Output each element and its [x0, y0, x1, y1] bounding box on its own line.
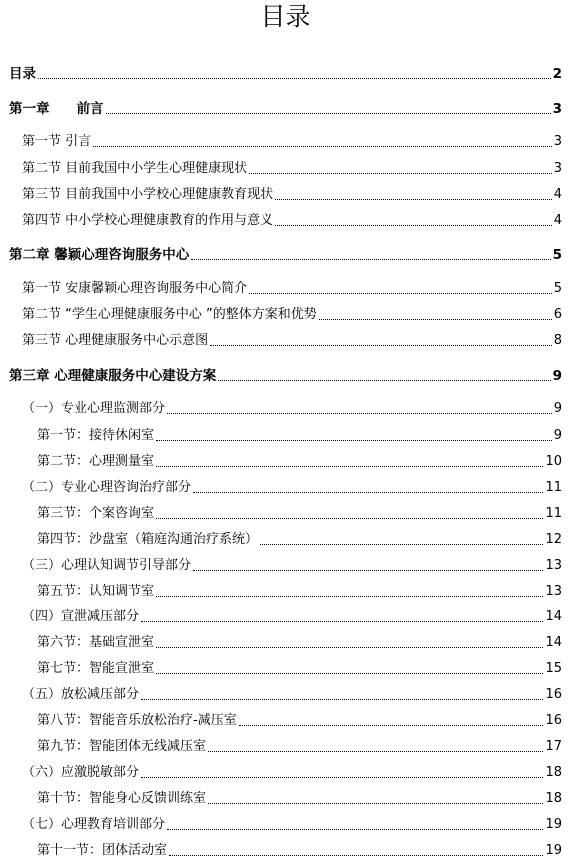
- toc-entry-label: 第二节 目前我国中小学生心理健康现状: [22, 161, 248, 176]
- toc-entry[interactable]: [22, 399, 562, 419]
- dot-leader: [141, 763, 543, 778]
- toc-entry-label: 第一章 前言: [9, 101, 104, 117]
- toc-entry[interactable]: [22, 685, 562, 705]
- dot-leader: [275, 211, 552, 226]
- dot-leader: [249, 159, 552, 174]
- dot-leader: [239, 711, 544, 726]
- dot-leader: [319, 305, 552, 320]
- dot-leader: [156, 582, 543, 597]
- toc-entry[interactable]: [22, 185, 562, 205]
- toc-entry-label: 第一节 安康馨颖心理咨询服务中心简介: [22, 281, 248, 296]
- toc-entry-label: （四）宣泄减压部分: [22, 609, 140, 624]
- toc-entry-page: 18: [545, 765, 562, 780]
- toc-entry-page: 16: [545, 687, 562, 702]
- toc-entry[interactable]: [22, 478, 562, 498]
- toc-entry[interactable]: [9, 245, 562, 265]
- dot-leader: [191, 245, 550, 260]
- toc-entry-page: 8: [553, 333, 562, 348]
- toc-entry-label: 第五节：认知调节室: [37, 584, 155, 599]
- dot-leader: [141, 685, 543, 700]
- toc-entry[interactable]: [22, 815, 562, 835]
- toc-entry-page: 11: [545, 506, 562, 521]
- dot-leader: [141, 607, 543, 622]
- toc-entry-page: 16: [545, 713, 562, 728]
- toc-entry-page: 12: [545, 532, 562, 547]
- toc-entry-label: 第四节 中小学校心理健康教育的作用与意义: [22, 213, 274, 228]
- toc-entry-page: 19: [545, 817, 562, 832]
- toc-entry-label: （五）放松减压部分: [22, 687, 140, 702]
- toc-entry-page: 3: [553, 161, 562, 176]
- toc-entry-label: 第九节：智能团体无线减压室: [37, 739, 207, 754]
- toc-entry[interactable]: [22, 556, 562, 576]
- toc-entry-page: 13: [545, 584, 562, 599]
- toc-entry-page: 9: [552, 368, 562, 384]
- toc-entry-label: 第六节：基础宣泄室: [37, 635, 155, 650]
- toc-entry[interactable]: [37, 659, 562, 679]
- toc-entry[interactable]: [37, 737, 562, 757]
- dot-leader: [156, 504, 543, 519]
- toc-entry[interactable]: [22, 132, 562, 152]
- toc-entry[interactable]: [9, 99, 562, 119]
- toc-entry-page: 14: [545, 609, 562, 624]
- toc-entry-page: 4: [553, 187, 562, 202]
- toc-entry-page: 5: [552, 247, 562, 263]
- toc-entry[interactable]: [22, 305, 562, 325]
- toc-entry-label: 第七节：智能宣泄室: [37, 661, 155, 676]
- dot-leader: [275, 185, 552, 200]
- toc-entry-page: 19: [545, 843, 562, 858]
- dot-leader: [156, 633, 543, 648]
- toc-entry-label: 第二章 馨颖心理咨询服务中心: [9, 247, 190, 263]
- toc-entry[interactable]: [22, 159, 562, 179]
- toc-entry-page: 2: [552, 66, 562, 82]
- toc-entry[interactable]: [22, 607, 562, 627]
- page-title: 目录: [260, 2, 311, 31]
- toc-entry-page: 10: [545, 454, 562, 469]
- toc-entry-label: 目录: [9, 66, 36, 82]
- toc-entry-label: 第一节：接待休闲室: [37, 428, 155, 443]
- dot-leader: [38, 64, 551, 79]
- toc-entry-page: 5: [553, 281, 562, 296]
- toc-entry[interactable]: [9, 366, 562, 386]
- toc-entry[interactable]: [37, 426, 562, 446]
- toc-entry-page: 3: [552, 101, 562, 117]
- dot-leader: [260, 530, 543, 545]
- dot-leader: [169, 841, 543, 856]
- dot-leader: [210, 331, 552, 346]
- toc-entry[interactable]: [37, 452, 562, 472]
- toc-entry[interactable]: [37, 582, 562, 602]
- toc-entry-label: 第十一节：团体活动室: [37, 843, 168, 858]
- toc-entry[interactable]: [22, 763, 562, 783]
- toc-entry[interactable]: [37, 841, 562, 861]
- toc-entry[interactable]: [37, 633, 562, 653]
- dot-leader: [208, 737, 543, 752]
- toc-entry-page: 17: [545, 739, 562, 754]
- toc-entry[interactable]: [37, 711, 562, 731]
- dot-leader: [167, 399, 552, 414]
- toc-entry[interactable]: [22, 331, 562, 351]
- toc-entry-label: 第三节 心理健康服务中心示意图: [22, 333, 209, 348]
- toc-entry-page: 6: [553, 307, 562, 322]
- dot-leader: [93, 132, 552, 147]
- toc-entry-page: 13: [545, 558, 562, 573]
- dot-leader: [106, 99, 551, 114]
- toc-entry-label: （三）心理认知调节引导部分: [22, 558, 192, 573]
- dot-leader: [193, 556, 543, 571]
- toc-entry[interactable]: [22, 211, 562, 231]
- toc-entry-page: 14: [545, 635, 562, 650]
- dot-leader: [249, 279, 552, 294]
- toc-entry[interactable]: [9, 64, 562, 84]
- toc-entry-label: （七）心理教育培训部分: [22, 817, 166, 832]
- toc-entry-label: （一）专业心理监测部分: [22, 401, 166, 416]
- toc-entry[interactable]: [37, 504, 562, 524]
- dot-leader: [167, 815, 543, 830]
- toc-entry-page: 18: [545, 791, 562, 806]
- toc-entry-label: 第八节：智能音乐放松治疗-减压室: [37, 713, 237, 728]
- toc-entry-page: 3: [553, 134, 562, 149]
- toc-entry-label: （二）专业心理咨询治疗部分: [22, 480, 192, 495]
- dot-leader: [156, 426, 552, 441]
- toc-entry-label: （六）应激脱敏部分: [22, 765, 140, 780]
- toc-entry-page: 9: [553, 401, 562, 416]
- dot-leader: [218, 366, 550, 381]
- dot-leader: [193, 478, 543, 493]
- toc-entry-label: 第十节：智能身心反馈训练室: [37, 791, 207, 806]
- toc-entry[interactable]: [22, 279, 562, 299]
- toc-entry[interactable]: [37, 789, 562, 809]
- dot-leader: [156, 452, 543, 467]
- toc-entry-page: 11: [545, 480, 562, 495]
- toc-entry-label: 第三节：个案咨询室: [37, 506, 155, 521]
- toc-entry-label: 第三章 心理健康服务中心建设方案: [9, 368, 217, 384]
- dot-leader: [208, 789, 543, 804]
- toc-entry-page: 4: [553, 213, 562, 228]
- dot-leader: [156, 659, 543, 674]
- toc-entry-label: 第二节：心理测量室: [37, 454, 155, 469]
- toc-entry-label: 第二节 “学生心理健康服务中心 ”的整体方案和优势: [22, 307, 317, 322]
- toc-entry-label: 第四节：沙盘室（箱庭沟通治疗系统）: [37, 532, 259, 547]
- toc-entry[interactable]: [37, 530, 562, 550]
- toc-entry-page: 9: [553, 428, 562, 443]
- toc-entry-page: 15: [545, 661, 562, 676]
- toc-entry-label: 第一节 引言: [22, 134, 92, 149]
- toc-entry-label: 第三节 目前我国中小学校心理健康教育现状: [22, 187, 274, 202]
